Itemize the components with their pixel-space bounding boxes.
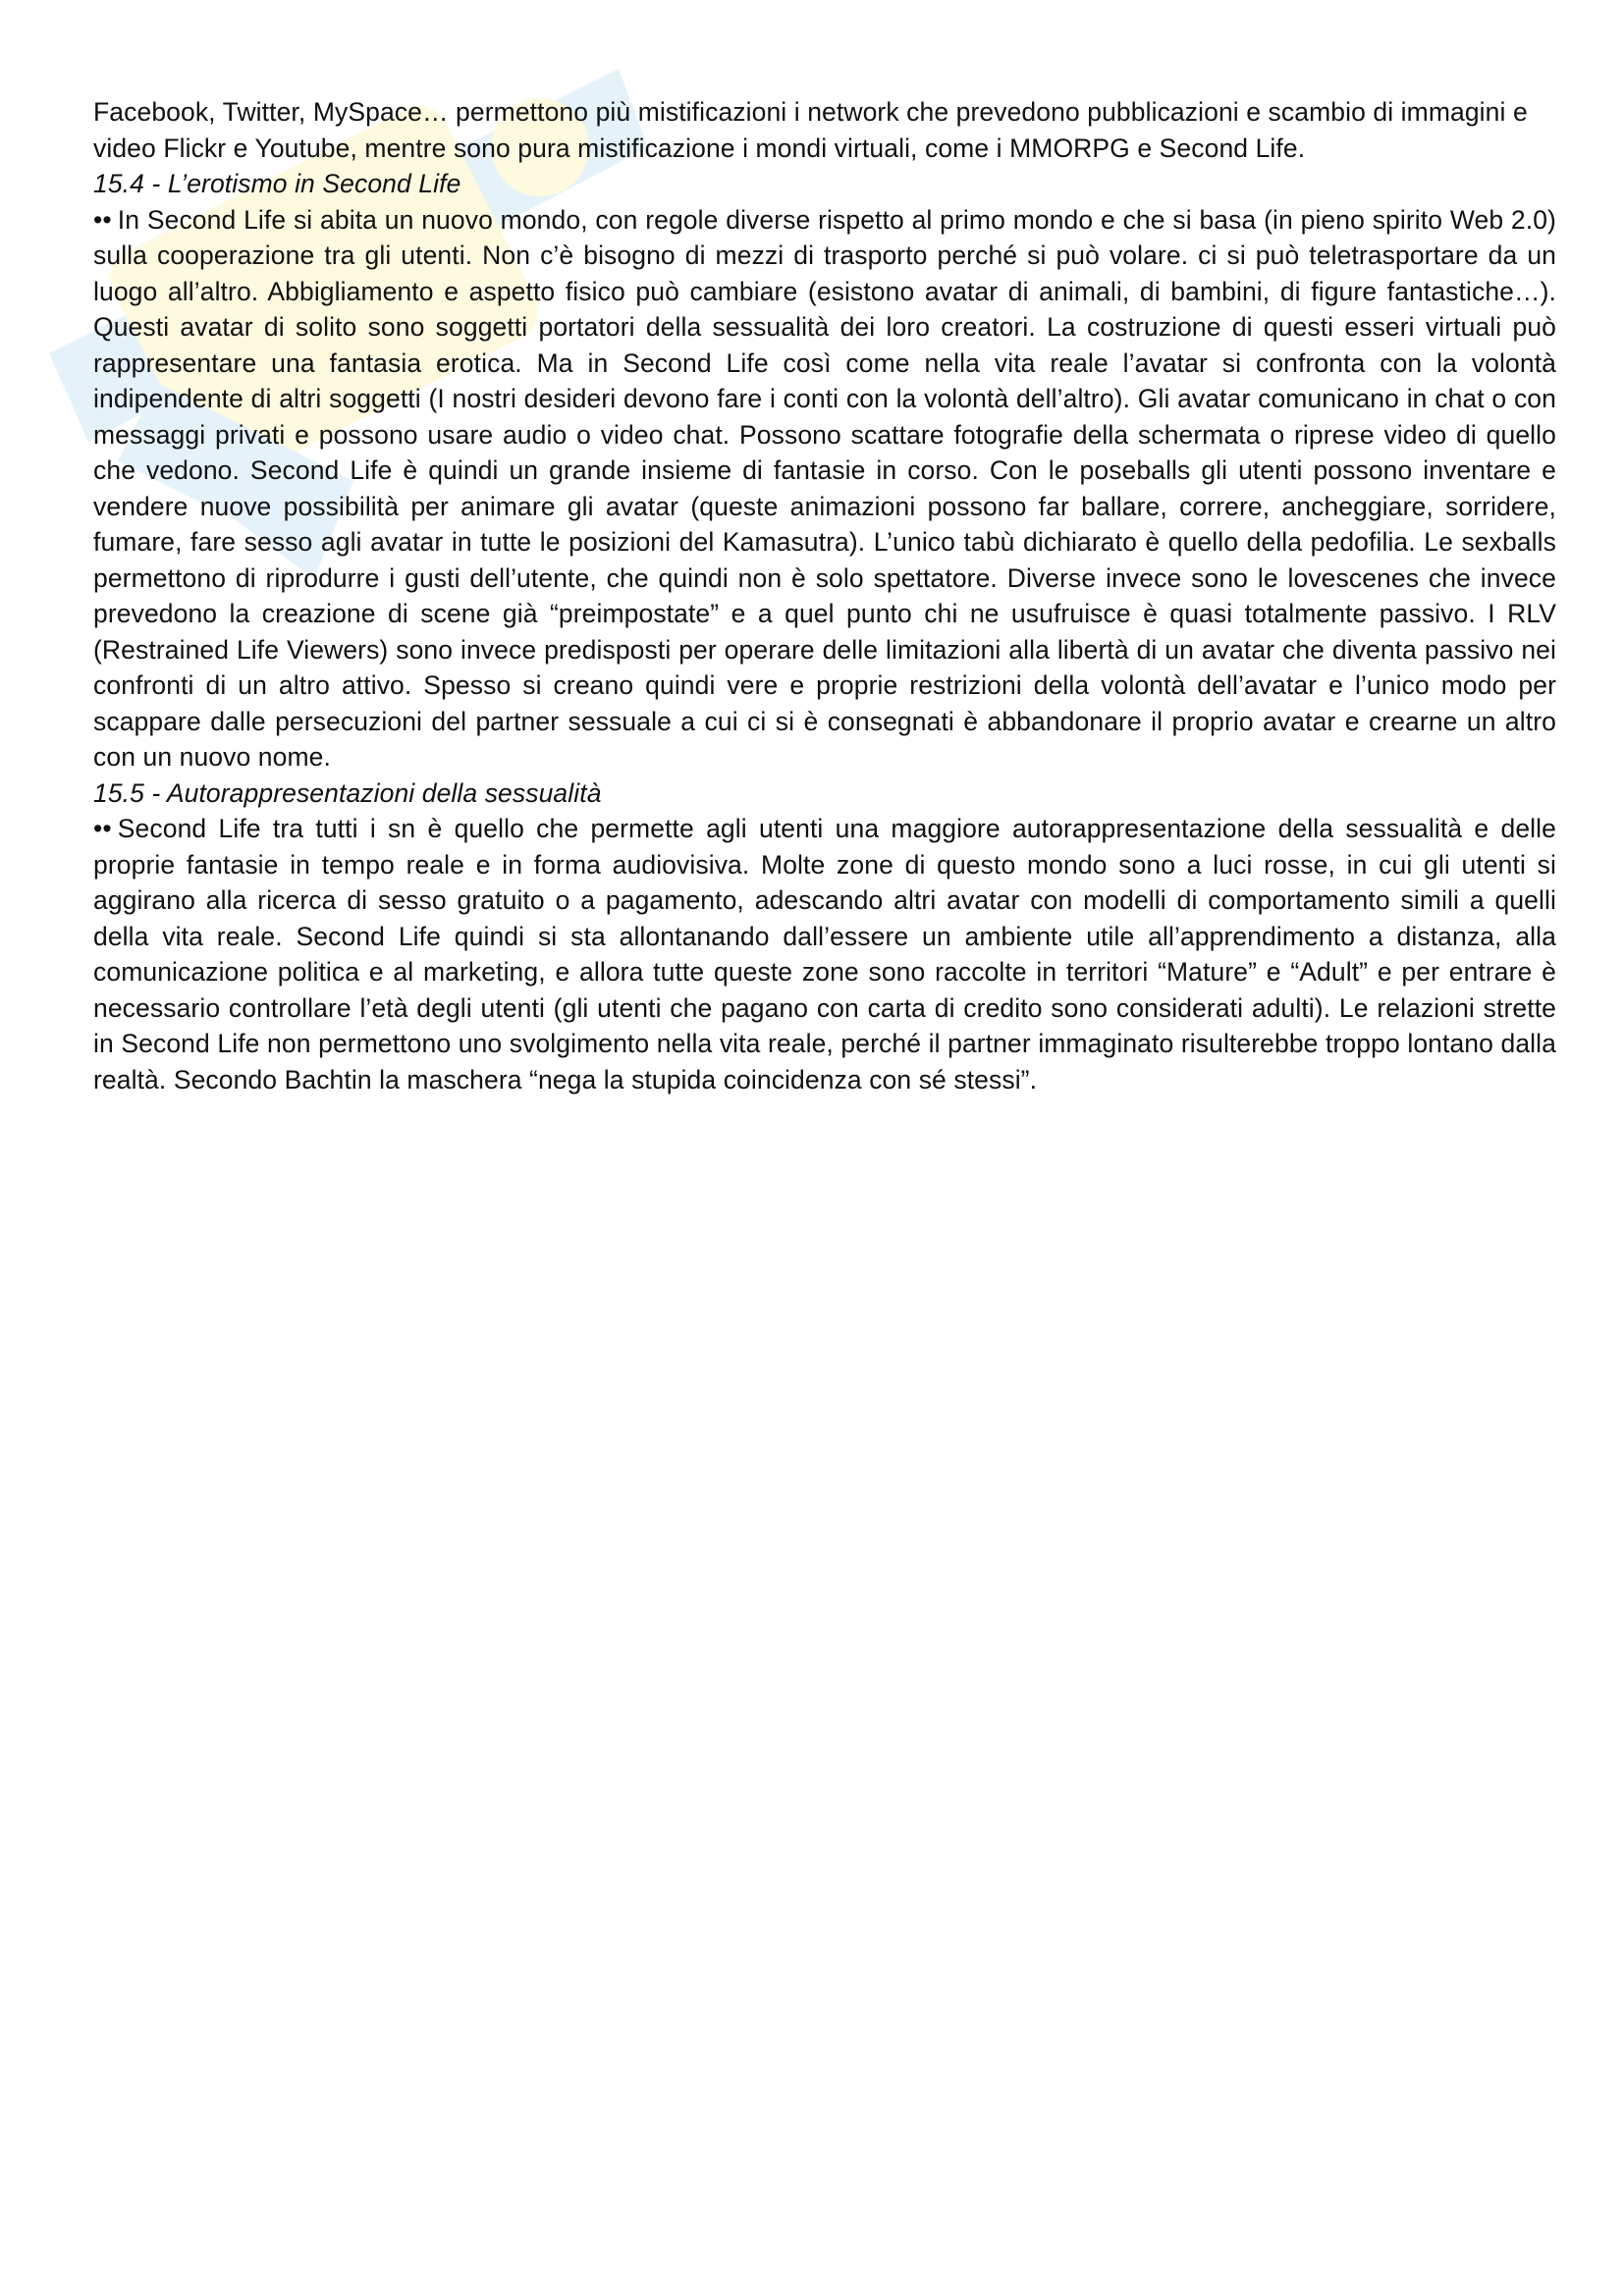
document-body: [93, 94, 1556, 1097]
paragraph-text: Second Life tra tutti i sn è quello che permette agli utenti una maggiore autorappresentazione della sessualità e delle proprie fantasie in tempo reale e in forma audiovisiva. Molte zone di questo mondo sono a luci rosse, in cui gli utenti si aggirano alla ricerca di sesso gratuito o a pagamento, adescando altri avatar con modelli di comportamento simili a quelli della vita reale. Second Life quindi si sta allontanando dall’essere un ambiente utile all’apprendimento a distanza, alla comunicazione politica e al marketing, e allora tutte queste zone sono raccolte in territori “Mature” e “Adult” e per entrare è necessario controllare l’età degli utenti (gli utenti che pagano con carta di credito sono considerati adulti). Le relazioni strette in Second Life non permettono uno svolgimento nella vita reale, perché il partner immaginato risulterebbe troppo lontano dalla realtà. Secondo Bachtin la maschera “nega la stupida coincidenza con sé stessi”.: [93, 814, 1556, 1095]
section-paragraph-autorappresentazioni: [93, 811, 1556, 1097]
section-paragraph-erotismo: [93, 202, 1556, 775]
section-heading-autorappresentazioni: 15.5 - Autorappresentazioni della sessualità: [93, 777, 602, 808]
bullet-marker: ••: [93, 204, 112, 235]
section-heading-erotismo: 15.4 - L’erotismo in Second Life: [93, 169, 461, 198]
bullet-marker: ••: [93, 814, 112, 843]
intro-paragraph: Facebook, Twitter, MySpace… permettono più mistificazioni i network che prevedono pubblicazioni e scambio di immagini e video Flickr e Youtube, mentre sono pura mistificazione i mondi virtuali, come i MMORPG e Second Life.: [93, 97, 1528, 163]
paragraph-text: In Second Life si abita un nuovo mondo, con regole diverse rispetto al primo mondo e che si basa (in pieno spirito Web 2.0) sulla cooperazione tra gli utenti. Non c’è bisogno di mezzi di trasporto perché si può volare. ci si può teletrasportare da un luogo all’altro. Abbigliamento e aspetto fisico può cambiare (esistono avatar di animali, di bambini, di figure fantastiche…). Questi avatar di solito sono soggetti portatori della sessualità dei loro creatori. La costruzione di questi esseri virtuali può rappresentare una fantasia erotica. Ma in Second Life così come nella vita reale l’avatar si confronta con la volontà indipendente di altri soggetti (I nostri desideri devono fare i conti con la volontà dell’altro). Gli avatar comunicano in chat o con messaggi privati e possono usare audio o video chat. Possono scattare fotografie della schermata o riprese video di quello che vedono. Second Life è quindi un grande insieme di fantasie in corso. Con le poseballs gli utenti possono inventare e vendere nuove possibilità per animare gli avatar (queste animazioni possono far ballare, correre, ancheggiare, sorridere, fumare, fare sesso agli avatar in tutte le posizioni del Kamasutra). L’unico tabù dichiarato è quello della pedofilia. Le sexballs permettono di riprodurre i gusti dell’utente, che quindi non è solo spettatore. Diverse invece sono le lovescenes che invece prevedono la creazione di scene già “preimpostate” e a quel punto chi ne usufruisce è quasi totalmente passivo. I RLV (Restrained Life Viewers) sono invece predisposti per operare delle limitazioni alla libertà di un avatar che diventa passivo nei confronti di un altro attivo. Spesso si creano quindi vere e proprie restrizioni della volontà dell’avatar e l’unico modo per scappare dalle persecuzioni del partner sessuale a cui ci si è consegnati è abbandonare il proprio avatar e crearne un altro con un nuovo nome.: [93, 204, 1556, 772]
